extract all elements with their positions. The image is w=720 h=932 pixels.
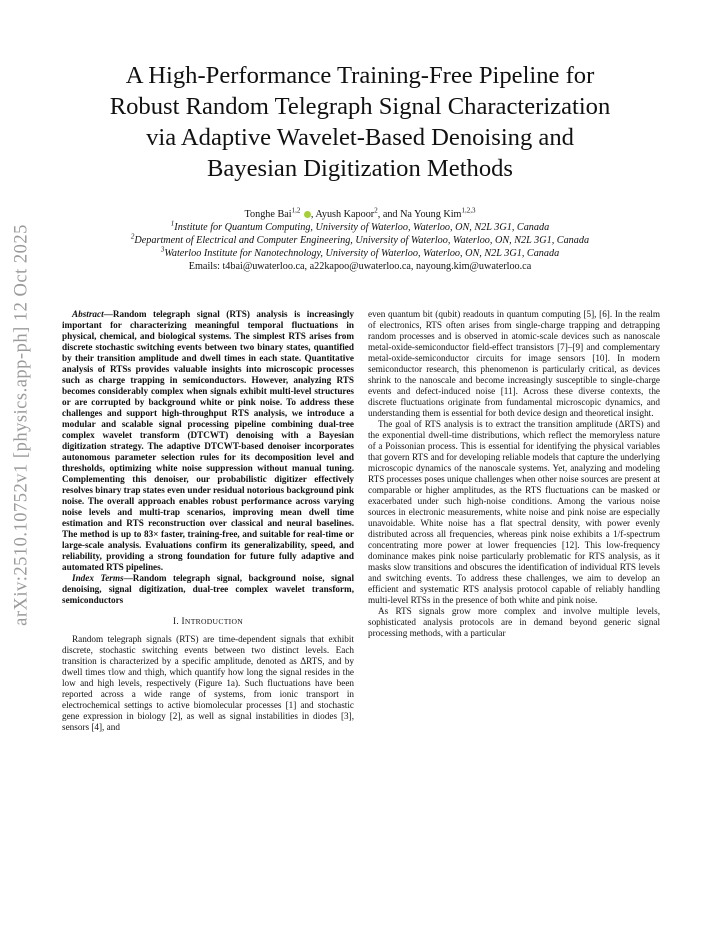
index-terms-label: Index Terms (72, 573, 124, 583)
title-line: A High-Performance Training-Free Pipeline for (125, 62, 595, 89)
author-block (60, 208, 660, 273)
author-emails: Emails: t4bai@uwaterloo.ca, a22kapoo@uwaterloo.ca, nayoung.kim@uwaterloo.ca (188, 261, 532, 272)
author-superscript: 1,2 (291, 206, 301, 215)
title-line: via Adaptive Wavelet-Based Denoising and (146, 124, 574, 151)
body-paragraph: As RTS signals grow more complex and involve multiple levels, sophisticated analysis protocols are in demand beyond generic signal processing methods, with a particular (368, 606, 660, 638)
abstract (62, 309, 354, 573)
section-number: I. (172, 616, 179, 626)
author-line (60, 208, 660, 221)
arxiv-id: arXiv:2510.10752v1 [physics.app-ph] 12 Oct 2025 (11, 224, 32, 626)
index-terms (62, 573, 354, 606)
section-title-initial: I (181, 616, 185, 626)
author-superscript: 2 (374, 206, 378, 215)
left-column (62, 309, 354, 733)
affiliation-sup: 3 (160, 245, 165, 254)
arxiv-identifier-stamp (8, 220, 36, 630)
affiliation (60, 247, 660, 260)
body-paragraph: The goal of RTS analysis is to extract the transition amplitude (ΔRTS) and the exponential dwell-time distributions, which reflect the memoryless nature of a Poissonian process. This is essential for identifying the physical variables that govern RTS and for developing reliable models that capture the underlying microscopic dynamics of the nanoscale systems. Yet, analyzing and modeling RTS processes poses unique challenges when other noise sources are present at comparable or higher amplitudes, as the RTS fluctuations can be masked or exacerbated under such high-noise conditions. Among the various noise sources in electronic measurements, white noise and pink noise are especially unavoidable. White noise has a flat spectral density, with power evenly distributed across all frequencies, whereas pink noise exhibits a 1/f-spectrum concentrating more power at lower frequencies [12]. This low-frequency dominance makes pink noise particularly problematic for RTS analysis, as it masks slow transitions and obscures the identification of individual RTS levels and switching events. To address these challenges, we aim to develop an efficient and systematic RTS analysis protocol capable of reliably handling multi-level RTSs in the presence of both white and pink noise. (368, 419, 660, 605)
body-paragraph: Random telegraph signals (RTS) are time-dependent signals that exhibit discrete, stochastic switching events between two distinct levels. Each transition is characterized by a specific amplitude, denoted as ΔRTS, and by dwell times τlow and τhigh, which quantify how long the signal resides in the low and high levels, respectively (Figure 1a). Such fluctuations have been reported across a wide range of systems, from ionic transport in electrochemical settings to active biomolecular processes [1] and stochastic gene expression in biology [2], as well as signal instabilities in diodes [3], sensors [4], and (62, 634, 354, 732)
abstract-text: —Random telegraph signal (RTS) analysis is increasingly important for characterizing meaningful temporal fluctuations in physical, chemical, and biological systems. The simplest RTS arises from discrete stochastic switching events between two binary states, quantified by their transition amplitude and dwell times in each state. Quantitative analysis of RTSs provides valuable insights into microscopic processes such as charge trapping in semiconductors. However, analyzing RTS becomes considerably complex when signals exhibit multi-level structures or are corrupted by background white or pink noise. To address these challenges and support high-throughput RTS analysis, we introduce a modular and scalable signal processing pipeline combining dual-tree complex wavelet transform (DTCWT) denoising with a Bayesian digitization strategy. The adaptive DTCWT-based denoiser incorporates autonomous parameter selection rules for its decomposition level and thresholds, optimizing white noise suppression without manual tuning. Complementing this denoiser, our probabilistic digitizer effectively resolves binary trap states even under residual notorious background pink noise. The overall approach enables robust performance across varying noise levels and multi-trap scenarios, improving mean dwell time estimation and RTS reconstruction over classical and neural baselines. The method is up to 83× faster, training-free, and suitable for real-time or large-scale analysis. Evaluations confirm its generalizability, speed, and reliability, providing a strong foundation for future fully adaptive and automated RTS pipelines. (62, 309, 354, 572)
section-title-rest: NTRODUCTION (184, 617, 244, 626)
author-name: Tonghe Bai (244, 209, 292, 220)
orcid-icon[interactable] (304, 211, 311, 218)
abstract-label: Abstract (72, 309, 104, 319)
author-superscript: 1,2,3 (461, 206, 476, 215)
author-name: , Ayush Kapoor (310, 209, 375, 220)
affiliation-text: Department of Electrical and Computer Engineering, University of Waterloo, Waterloo, ON, N2L 3G1, Canada (134, 235, 590, 246)
affiliation-sup: 1 (170, 219, 175, 228)
title-line: Bayesian Digitization Methods (206, 155, 513, 182)
affiliation-text: Institute for Quantum Computing, University of Waterloo, Waterloo, ON, N2L 3G1, Canada (174, 222, 550, 233)
affiliation (60, 221, 660, 234)
body-paragraph: even quantum bit (qubit) readouts in quantum computing [5], [6]. In the realm of electronics, RTS often arises from single-charge trapping and detrapping random processes and is observed in atomic-scale devices such as nanoscale metal-oxide-semiconductor field-effect transistors [7]–[9] and complementary metal-oxide-semiconductor circuits for image sensors [10]. In modern semiconductor research, this phenomenon is particularly critical, as devices shrink to the nanoscale and become increasingly susceptible to single-charge events and defect-induced noise [11]. Across these diverse contexts, the discrete fluctuations originate from fundamental microscopic dynamics, and understanding them is essential for both device design and theoretical insight. (368, 309, 660, 418)
title-line: Robust Random Telegraph Signal Characterization (109, 93, 611, 120)
paper-title (60, 60, 660, 184)
right-column (368, 309, 660, 639)
index-terms-text: —Random telegraph signal, background noise, signal denoising, signal digitization, dual-tree complex wavelet transform, semiconductors (62, 573, 354, 605)
author-name: , and Na Young Kim (377, 209, 462, 220)
affiliation (60, 234, 660, 247)
affiliation-sup: 2 (130, 232, 135, 241)
section-heading (62, 616, 354, 627)
affiliation-text: Waterloo Institute for Nanotechnology, University of Waterloo, Waterloo, ON, N2L 3G1, Canada (164, 248, 560, 259)
